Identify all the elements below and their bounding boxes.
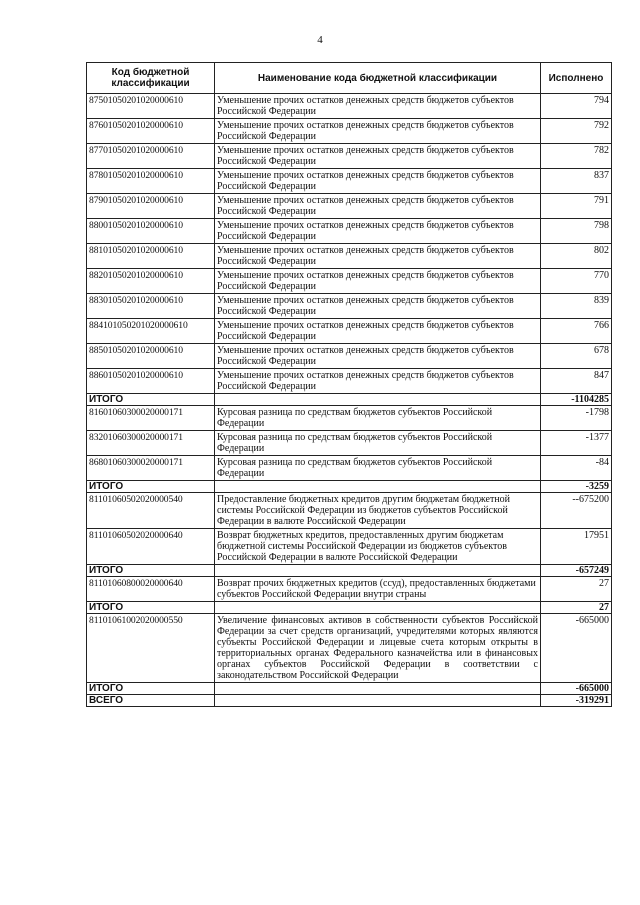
subtotal-row (87, 565, 612, 577)
table-row (87, 194, 612, 219)
row-code: 88301050201020000610 (87, 294, 215, 319)
row-code: 88501050201020000610 (87, 344, 215, 369)
subtotal-empty (215, 602, 541, 614)
row-code: 83201060300020000171 (87, 431, 215, 456)
table-row (87, 431, 612, 456)
subtotal-row (87, 683, 612, 695)
row-code: 88101050201020000610 (87, 244, 215, 269)
row-name: Предоставление бюджетных кредитов другим бюджетам бюджетной системы Российской Федерации из бюджетов субъектов Российской Федерации в валюте Российской Федерации (215, 493, 541, 529)
row-code: 88601050201020000610 (87, 369, 215, 394)
subtotal-label: ИТОГО (87, 565, 215, 577)
row-amount: 770 (541, 269, 612, 294)
row-name: Возврат бюджетных кредитов, предоставленных другим бюджетам бюджетной системы Российской Федерации из бюджетов субъектов Российской Федерации в валюте Российской Федерации (215, 529, 541, 565)
row-amount: -1377 (541, 431, 612, 456)
table-row (87, 119, 612, 144)
subtotal-amount: -1104285 (541, 394, 612, 406)
row-amount: --675200 (541, 493, 612, 529)
row-code: 81601060300020000171 (87, 406, 215, 431)
row-name: Уменьшение прочих остатков денежных средств бюджетов субъектов Российской Федерации (215, 269, 541, 294)
row-name: Уменьшение прочих остатков денежных средств бюджетов субъектов Российской Федерации (215, 219, 541, 244)
row-amount: 678 (541, 344, 612, 369)
subtotal-empty (215, 683, 541, 695)
row-name: Уменьшение прочих остатков денежных средств бюджетов субъектов Российской Федерации (215, 169, 541, 194)
budget-classification-table (86, 62, 612, 707)
row-code: 87601050201020000610 (87, 119, 215, 144)
subtotal-empty (215, 565, 541, 577)
subtotal-amount: 27 (541, 602, 612, 614)
row-name: Курсовая разница по средствам бюджетов субъектов Российской Федерации (215, 406, 541, 431)
table-row (87, 344, 612, 369)
row-amount: 791 (541, 194, 612, 219)
row-name: Уменьшение прочих остатков денежных средств бюджетов субъектов Российской Федерации (215, 294, 541, 319)
row-amount: 798 (541, 219, 612, 244)
subtotal-amount: -665000 (541, 683, 612, 695)
grand-total-empty (215, 695, 541, 707)
page-number: 4 (317, 34, 323, 46)
header-amount: Исполнено (541, 63, 612, 94)
table-header-row (87, 63, 612, 94)
row-amount: 792 (541, 119, 612, 144)
grand-total-row (87, 695, 612, 707)
row-code: 86801060300020000171 (87, 456, 215, 481)
subtotal-empty (215, 481, 541, 493)
row-amount: 847 (541, 369, 612, 394)
row-name: Уменьшение прочих остатков денежных средств бюджетов субъектов Российской Федерации (215, 94, 541, 119)
table-row (87, 493, 612, 529)
row-name: Уменьшение прочих остатков денежных средств бюджетов субъектов Российской Федерации (215, 344, 541, 369)
subtotal-amount: -657249 (541, 565, 612, 577)
subtotal-empty (215, 394, 541, 406)
row-code: 81101060800020000640 (87, 577, 215, 602)
row-name: Уменьшение прочих остатков денежных средств бюджетов субъектов Российской Федерации (215, 369, 541, 394)
row-code: 87801050201020000610 (87, 169, 215, 194)
row-name: Возврат прочих бюджетных кредитов (ссуд), предоставленных бюджетами субъектов Российской Федерации внутри страны (215, 577, 541, 602)
table-row (87, 294, 612, 319)
row-amount: -1798 (541, 406, 612, 431)
row-name: Уменьшение прочих остатков денежных средств бюджетов субъектов Российской Федерации (215, 119, 541, 144)
table-row (87, 269, 612, 294)
table-row (87, 169, 612, 194)
row-name: Курсовая разница по средствам бюджетов субъектов Российской Федерации (215, 431, 541, 456)
row-amount: 766 (541, 319, 612, 344)
subtotal-label: ИТОГО (87, 394, 215, 406)
row-name: Уменьшение прочих остатков денежных средств бюджетов субъектов Российской Федерации (215, 244, 541, 269)
subtotal-row (87, 602, 612, 614)
row-amount: 839 (541, 294, 612, 319)
row-code: 81101060502020000640 (87, 529, 215, 565)
table-row (87, 144, 612, 169)
row-amount: 17951 (541, 529, 612, 565)
table-row (87, 577, 612, 602)
table-row (87, 369, 612, 394)
row-amount: 794 (541, 94, 612, 119)
row-code: 81101060502020000540 (87, 493, 215, 529)
row-name: Уменьшение прочих остатков денежных средств бюджетов субъектов Российской Федерации (215, 319, 541, 344)
subtotal-label: ИТОГО (87, 602, 215, 614)
grand-total-amount: -319291 (541, 695, 612, 707)
row-amount: 782 (541, 144, 612, 169)
row-code: 88201050201020000610 (87, 269, 215, 294)
row-code: 87501050201020000610 (87, 94, 215, 119)
table-row (87, 244, 612, 269)
subtotal-row (87, 394, 612, 406)
table-row (87, 219, 612, 244)
row-code: 88001050201020000610 (87, 219, 215, 244)
row-code: 87701050201020000610 (87, 144, 215, 169)
row-code: 87901050201020000610 (87, 194, 215, 219)
table-row (87, 456, 612, 481)
header-code: Код бюджетной классификации (87, 63, 215, 94)
subtotal-amount: -3259 (541, 481, 612, 493)
row-name: Увеличение финансовых активов в собственности субъектов Российской Федерации за счет средств организаций, учредителями которых являются субъекты Российской Федерации и лицевые счета которым открыты в территориальных органах Федерального казначейства или в финансовых органах субъектов Российской Федерации в соответствии с законодательством Российской Федерации (215, 614, 541, 683)
row-amount: 802 (541, 244, 612, 269)
table-row (87, 94, 612, 119)
table-row (87, 319, 612, 344)
subtotal-row (87, 481, 612, 493)
row-amount: -665000 (541, 614, 612, 683)
table-row (87, 406, 612, 431)
table-row (87, 614, 612, 683)
grand-total-label: ВСЕГО (87, 695, 215, 707)
header-name: Наименование кода бюджетной классификации (215, 63, 541, 94)
subtotal-label: ИТОГО (87, 683, 215, 695)
row-amount: -84 (541, 456, 612, 481)
row-name: Уменьшение прочих остатков денежных средств бюджетов субъектов Российской Федерации (215, 194, 541, 219)
row-code: 81101061002020000550 (87, 614, 215, 683)
subtotal-label: ИТОГО (87, 481, 215, 493)
row-amount: 837 (541, 169, 612, 194)
row-amount: 27 (541, 577, 612, 602)
row-name: Уменьшение прочих остатков денежных средств бюджетов субъектов Российской Федерации (215, 144, 541, 169)
row-code: 884101050201020000610 (87, 319, 215, 344)
table-row (87, 529, 612, 565)
row-name: Курсовая разница по средствам бюджетов субъектов Российской Федерации (215, 456, 541, 481)
